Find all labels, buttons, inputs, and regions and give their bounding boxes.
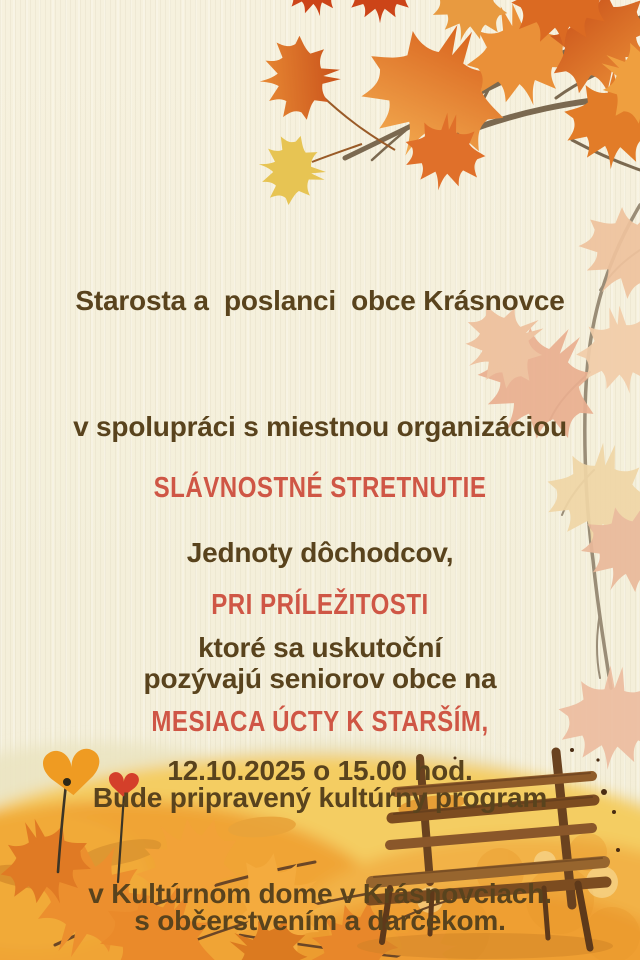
event-details-line: v Kultúrnom dome v Krásnovciach. xyxy=(88,878,552,909)
event-details-line: 12.10.2025 o 15.00 hod. xyxy=(167,755,473,786)
event-title-line: PRI PRÍLEŽITOSTI xyxy=(211,589,429,621)
intro-line: Jednoty dôchodcov, xyxy=(186,537,454,568)
event-details-line: ktoré sa uskutoční xyxy=(198,632,442,663)
closing-line: s občerstvením a darčekom. xyxy=(134,905,506,936)
event-title-line: MESIACA ÚCTY K STARŠÍM, xyxy=(151,706,489,738)
event-title-line: SLÁVNOSTNÉ STRETNUTIE xyxy=(153,472,487,504)
intro-line: pozývajú seniorov obce na xyxy=(143,663,497,694)
closing-text xyxy=(0,695,640,960)
closing-line: Bude pripravený kultúrny program xyxy=(92,782,548,813)
intro-line: v spolupráci s miestnou organizáciou xyxy=(73,411,567,442)
maple-leaves-top xyxy=(253,0,640,210)
intro-line: Starosta a poslanci obce Krásnovce xyxy=(75,285,565,316)
maple-branch-top xyxy=(253,0,640,210)
